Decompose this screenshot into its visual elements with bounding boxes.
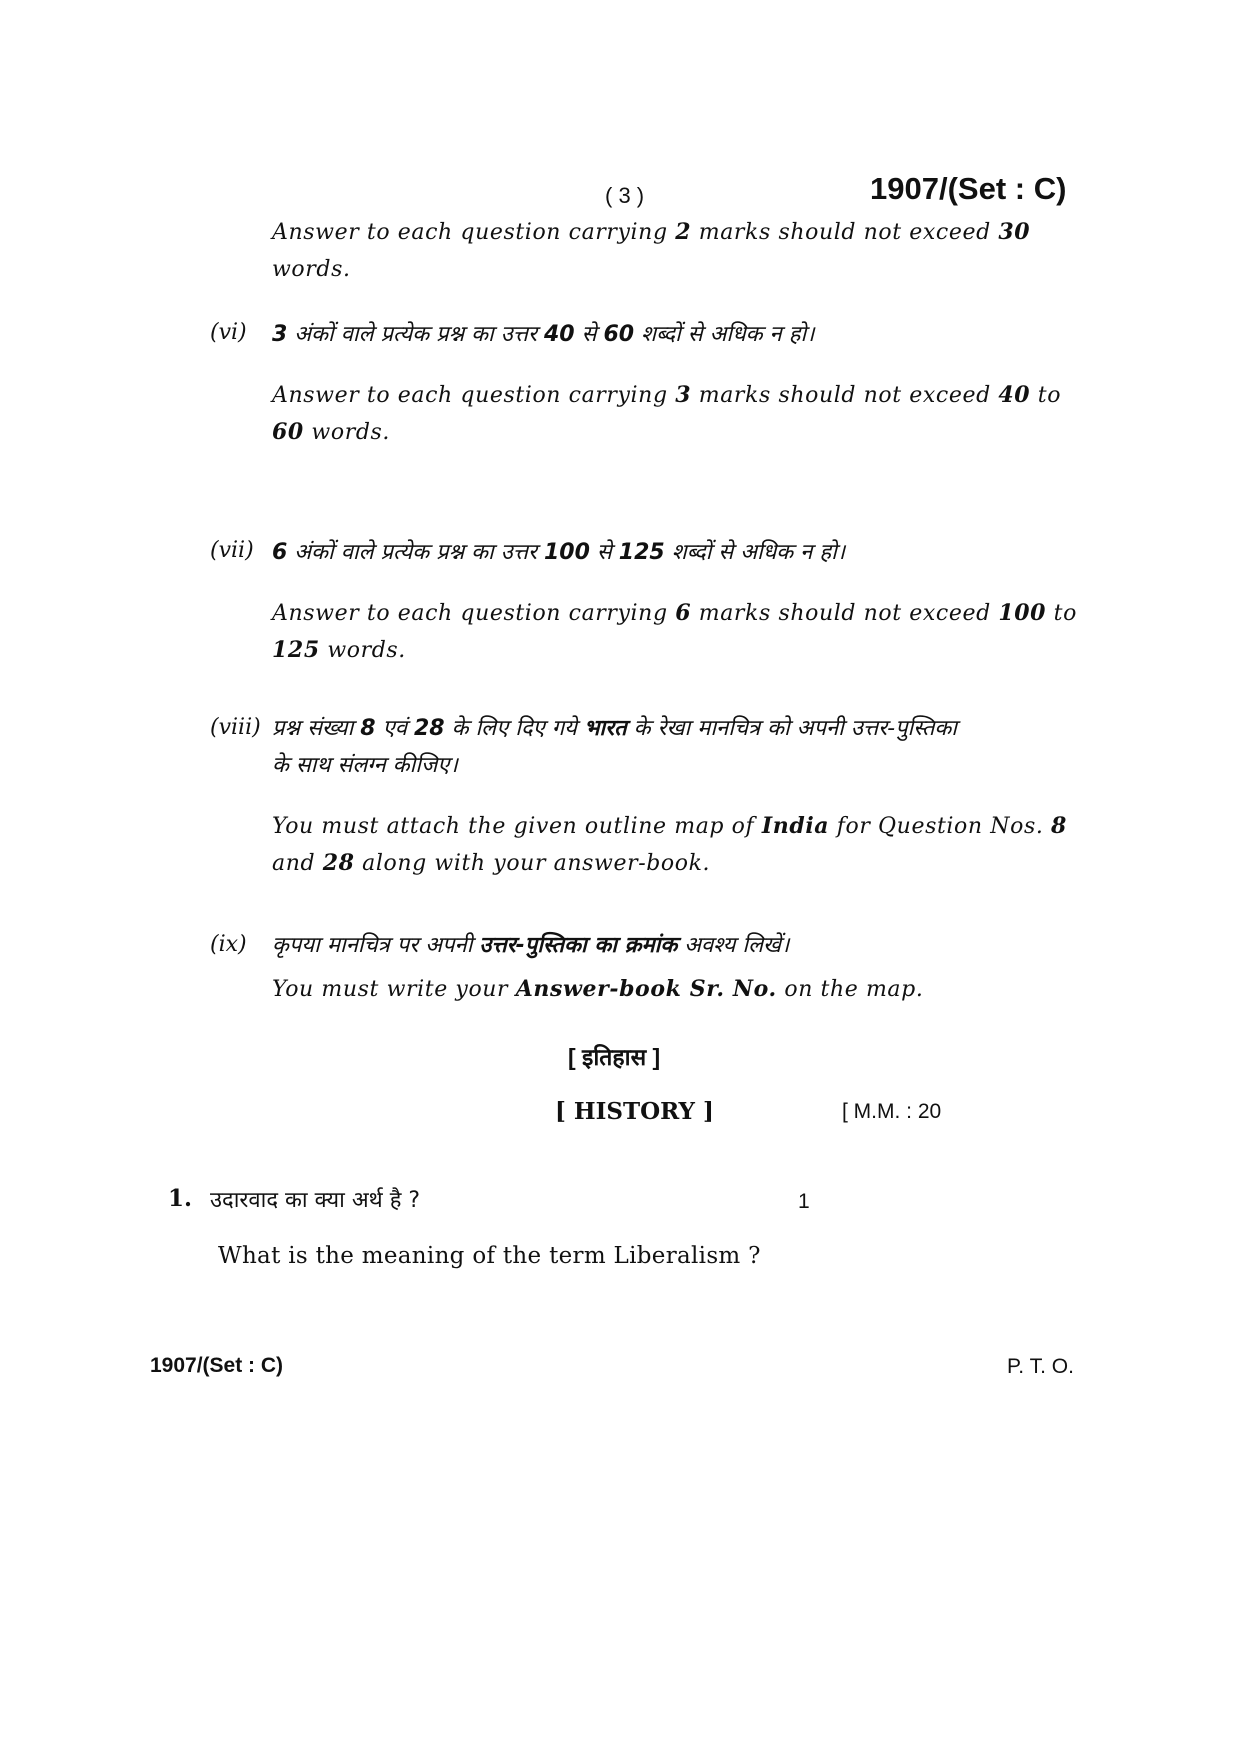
footer-paper-code: 1907/(Set : C): [150, 1354, 284, 1377]
instruction-vi-label: (vi): [210, 320, 247, 345]
instruction-viii-hindi: प्रश्न संख्या 8 एवं 28 के लिए दिए गये भारत के रेखा मानचित्र को अपनी उत्तर-पुस्तिका के साथ संलग्न कीजिए।: [272, 716, 957, 778]
instruction-ix-label: (ix): [210, 932, 247, 957]
section-title-hindi: [ इतिहास ]: [568, 1044, 661, 1070]
max-marks: [ M.M. : 20: [842, 1100, 942, 1123]
instruction-ix-english: You must write your Answer-book Sr. No. on the map.: [272, 976, 924, 1002]
question-marks: 1: [798, 1190, 810, 1213]
footer-pto: P. T. O.: [1007, 1355, 1074, 1378]
question-english: What is the meaning of the term Liberalism ?: [218, 1243, 761, 1269]
question-number: 1.: [168, 1185, 193, 1212]
page-number: ( 3 ): [605, 183, 645, 208]
instruction-vi-english: Answer to each question carrying 3 marks should not exceed 40 to 60 words.: [272, 382, 1062, 445]
instruction-vii-hindi: 6 अंकों वाले प्रत्येक प्रश्न का उत्तर 100 से 125 शब्दों से अधिक न हो।: [272, 540, 846, 565]
instruction-viii-english: You must attach the given outline map of India for Question Nos. 8 and 28 along with your answer-book.: [272, 813, 1067, 876]
instruction-vii-english: Answer to each question carrying 6 marks should not exceed 100 to 125 words.: [272, 600, 1077, 663]
instruction-v-english: Answer to each question carrying 2 marks should not exceed 30 words.: [272, 219, 1031, 282]
question-hindi: उदारवाद का क्या अर्थ है ?: [210, 1188, 421, 1213]
instruction-vi-hindi: 3 अंकों वाले प्रत्येक प्रश्न का उत्तर 40 से 60 शब्दों से अधिक न हो।: [272, 322, 815, 347]
section-title-english: [ HISTORY ]: [555, 1098, 714, 1125]
instruction-vii-label: (vii): [210, 538, 254, 563]
instruction-viii-label: (viii): [210, 715, 261, 740]
instruction-ix-hindi: कृपया मानचित्र पर अपनी उत्तर-पुस्तिका का क्रमांक अवश्य लिखें।: [272, 933, 790, 958]
paper-code-header: 1907/(Set : C): [870, 171, 1067, 206]
